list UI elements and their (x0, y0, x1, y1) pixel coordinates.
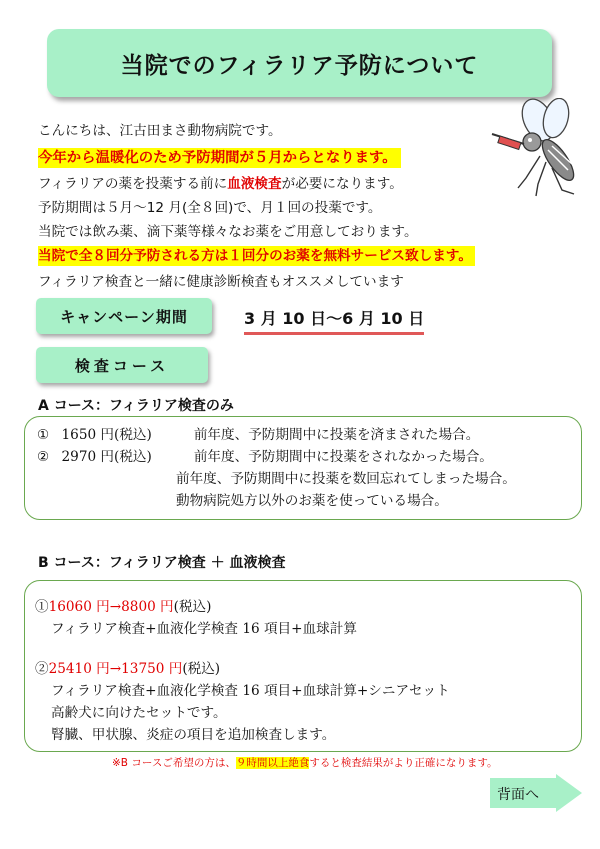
course-a-item-1 (37, 425, 479, 445)
page-title-text: 当院でのフィラリア予防について (120, 52, 479, 79)
fasting-note-highlight: ９時間以上絶食 (235, 757, 310, 769)
course-b-box (24, 580, 582, 752)
course-b-item-1-num: ① (35, 599, 49, 615)
course-b-item-2-line-1: フィラリア検査+血液化学検査 16 項目+血球計算+シニアセット (51, 683, 450, 699)
fasting-note-pre: ※B コースご希望の方は、 (112, 757, 236, 769)
course-a-item-2-line-1: 前年度、予防期間中に投薬をされなかった場合。 (193, 449, 493, 465)
course-a-item-2 (37, 447, 493, 467)
course-a-title: A コース：フィラリア検査のみ (38, 398, 234, 414)
course-b-item-2 (35, 659, 220, 679)
greeting-text: こんにちは、江古田まさ動物病院です。 (38, 123, 282, 139)
course-b-item-2-tax: (税込) (182, 661, 221, 677)
course-a-item-1-price: 1650 円(税込) (61, 427, 152, 443)
checkup-line: フィラリア検査と一緒に健康診断検査もオススメしています (38, 274, 404, 290)
course-b-item-2-num: ② (35, 661, 49, 677)
course-b-item-1-price: 16060 円→8800 円 (48, 599, 174, 615)
course-b-item-1 (35, 597, 211, 617)
blood-test-line (38, 174, 403, 194)
course-b-item-2-line-2: 高齢犬に向けたセットです。 (51, 705, 227, 721)
period-line: 予防期間は５月～12 月(全８回)で、月１回の投薬です。 (38, 200, 382, 216)
course-b-item-1-line: フィラリア検査+血液化学検査 16 項目+血球計算 (51, 621, 357, 637)
campaign-period: 3 月 10 日～6 月 10 日 (244, 306, 424, 335)
campaign-label (36, 298, 212, 334)
free-service-text: 当院で全８回分予防される方は１回分のお薬を無料サービス致します。 (38, 246, 475, 266)
medicine-line: 当院では飲み薬、滴下薬等様々なお薬をご用意しております。 (38, 224, 418, 240)
course-a-item-2-price: 2970 円(税込) (61, 449, 152, 465)
warming-notice (38, 148, 401, 168)
course-b-title: B コース：フィラリア検査 ＋ 血液検査 (38, 555, 286, 571)
mosquito-icon (478, 98, 588, 198)
blood-test-red: 血液検査 (227, 176, 282, 192)
fasting-note (112, 755, 498, 770)
back-page-button[interactable]: 背面へ (497, 787, 539, 803)
course-b-item-1-tax: (税込) (173, 599, 212, 615)
course-a-item-2-line-3: 動物病院処方以外のお薬を使っている場合。 (176, 493, 448, 509)
course-a-box (24, 416, 582, 520)
campaign-label-text: キャンペーン期間 (60, 307, 188, 326)
course-a-item-1-line: 前年度、予防期間中に投薬を済まされた場合。 (193, 427, 480, 443)
blood-test-post: が必要になります。 (281, 176, 403, 192)
course-a-item-1-num: ① (37, 427, 50, 443)
course-b-item-2-price: 25410 円→13750 円 (48, 661, 183, 677)
course-section-label (36, 347, 208, 383)
course-a-item-2-line-2: 前年度、予防期間中に投薬を数回忘れてしまった場合。 (176, 471, 516, 487)
page-title (47, 29, 552, 97)
course-b-item-2-line-3: 腎臓、甲状腺、炎症の項目を追加検査します。 (51, 727, 336, 743)
fasting-note-post: すると検査結果がより正確になります。 (309, 757, 498, 769)
blood-test-pre: フィラリアの薬を投薬する前に (38, 176, 228, 192)
warming-notice-text: 今年から温暖化のため予防期間が５月からとなります。 (38, 148, 401, 168)
course-a-item-2-num: ② (37, 449, 50, 465)
course-section-label-text: 検査コース (74, 356, 170, 375)
free-service-notice (38, 246, 475, 266)
